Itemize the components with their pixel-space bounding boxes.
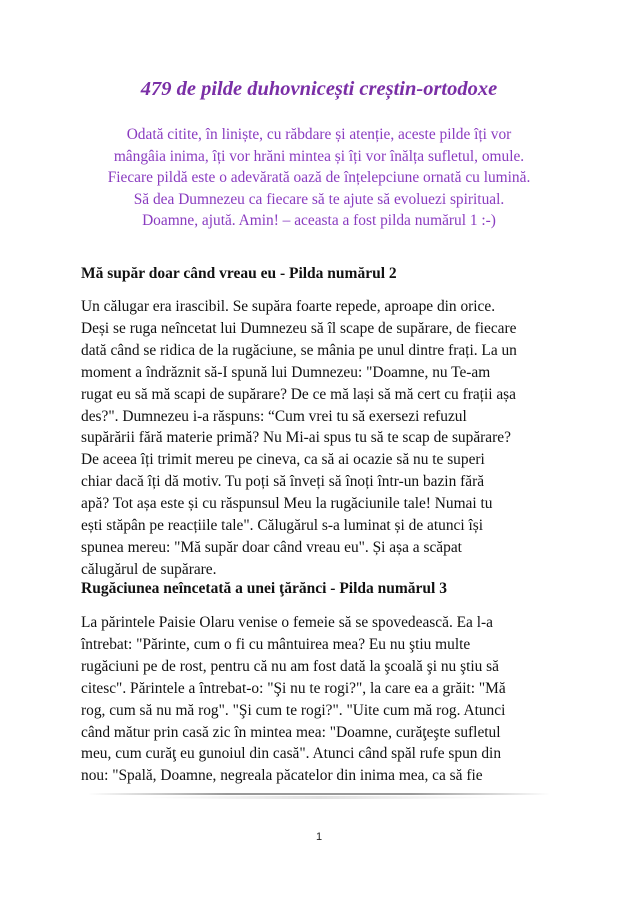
body-line: moment a îndrăznit să-I spună lui Dumnezeu: "Doamne, nu Te-am <box>81 363 491 381</box>
section-body-pilda-3 <box>81 612 561 787</box>
intro-paragraph <box>70 124 568 232</box>
body-line: supărării fără materie primă? Nu Mi-ai spus tu să te scap de supărare? <box>81 429 511 447</box>
body-line: Deși se ruga neîncetat lui Dumnezeu să îl scape de supărare, de fiecare <box>81 319 517 337</box>
body-line: meu, cum curăţ eu gunoiul din casă". Atunci când spăl rufe spun din <box>81 745 502 763</box>
document-title: 479 de pilde duhovnicești creștin-ortodoxe <box>140 78 498 100</box>
section-body-pilda-2 <box>81 296 561 581</box>
body-line: călugărul de supărare. <box>81 560 217 578</box>
body-line: nou: "Spală, Doamne, negreala păcatelor din inima mea, ca să fie <box>81 767 483 785</box>
body-line: rugăciuni pe de rost, pentru că nu am fost dată la şcoală şi nu ştiu să <box>81 657 499 675</box>
body-line: chiar dacă îți dă motiv. Tu poți să înveți să înoți într-un bazin fără <box>81 473 485 491</box>
footer-divider-shadow <box>140 796 498 799</box>
intro-line: Odată citite, în liniște, cu răbdare și atenție, aceste pilde îți vor <box>126 126 512 143</box>
section-heading-pilda-3: Rugăciunea neîncetată a unei ţărănci - Pilda numărul 3 <box>81 580 447 597</box>
body-line: citesc". Părintele a întrebat-o: "Şi nu te rogi?", la care ea a grăit: "Mă <box>81 679 506 697</box>
body-line: Un călugar era irascibil. Se supăra foarte repede, aproape din orice. <box>81 298 496 315</box>
body-line: ești stăpân pe reacțiile tale". Călugărul s-a luminat și de atunci își <box>81 517 484 535</box>
body-line: rog, cum să nu mă rog". "Şi cum te rogi?". "Uite cum mă rog. Atunci <box>81 701 506 719</box>
body-line: De aceea îți trimit mereu pe cineva, ca să ai ocazie să nu te superi <box>81 451 485 469</box>
intro-line: Fiecare pildă este o adevărată oază de înțelepciune ornată cu lumină. <box>107 169 531 187</box>
body-line: spunea mereu: "Mă supăr doar când vreau eu". Și așa a scăpat <box>81 538 462 556</box>
intro-line: mângâia inima, îți vor hrăni mintea și îți vor înălța sufletul, omule. <box>113 147 525 165</box>
footer-divider <box>88 793 550 795</box>
body-line: des?". Dumnezeu i-a răspuns: “Cum vrei tu să exersezi refuzul <box>81 407 467 425</box>
body-line: apă? Tot așa este și cu răspunsul Meu la rugăciunile tale! Numai tu <box>81 495 493 513</box>
body-line: întrebat: "Părinte, cum o fi cu mântuirea mea? Eu nu ştiu multe <box>81 635 471 653</box>
intro-line: Doamne, ajută. Amin! – aceasta a fost pilda numărul 1 :-) <box>142 212 496 230</box>
body-line: dată când se ridica de la rugăciune, se mânia pe unul dintre frați. La un <box>81 341 517 359</box>
section-heading-pilda-2: Mă supăr doar când vreau eu - Pilda numărul 2 <box>81 265 397 282</box>
intro-line: Să dea Dumnezeu ca fiecare să te ajute să evoluezi spiritual. <box>133 190 505 208</box>
page-number: 1 <box>315 831 323 843</box>
body-line: rugat eu să mă scapi de supărare? De ce mă lași să mă cert cu frații așa <box>81 385 516 403</box>
body-line: când mătur prin casă zic în mintea mea: "Doamne, curăţeşte sufletul <box>81 723 501 741</box>
body-line: La părintele Paisie Olaru venise o femeie să se spovedească. Ea l-a <box>81 614 493 631</box>
